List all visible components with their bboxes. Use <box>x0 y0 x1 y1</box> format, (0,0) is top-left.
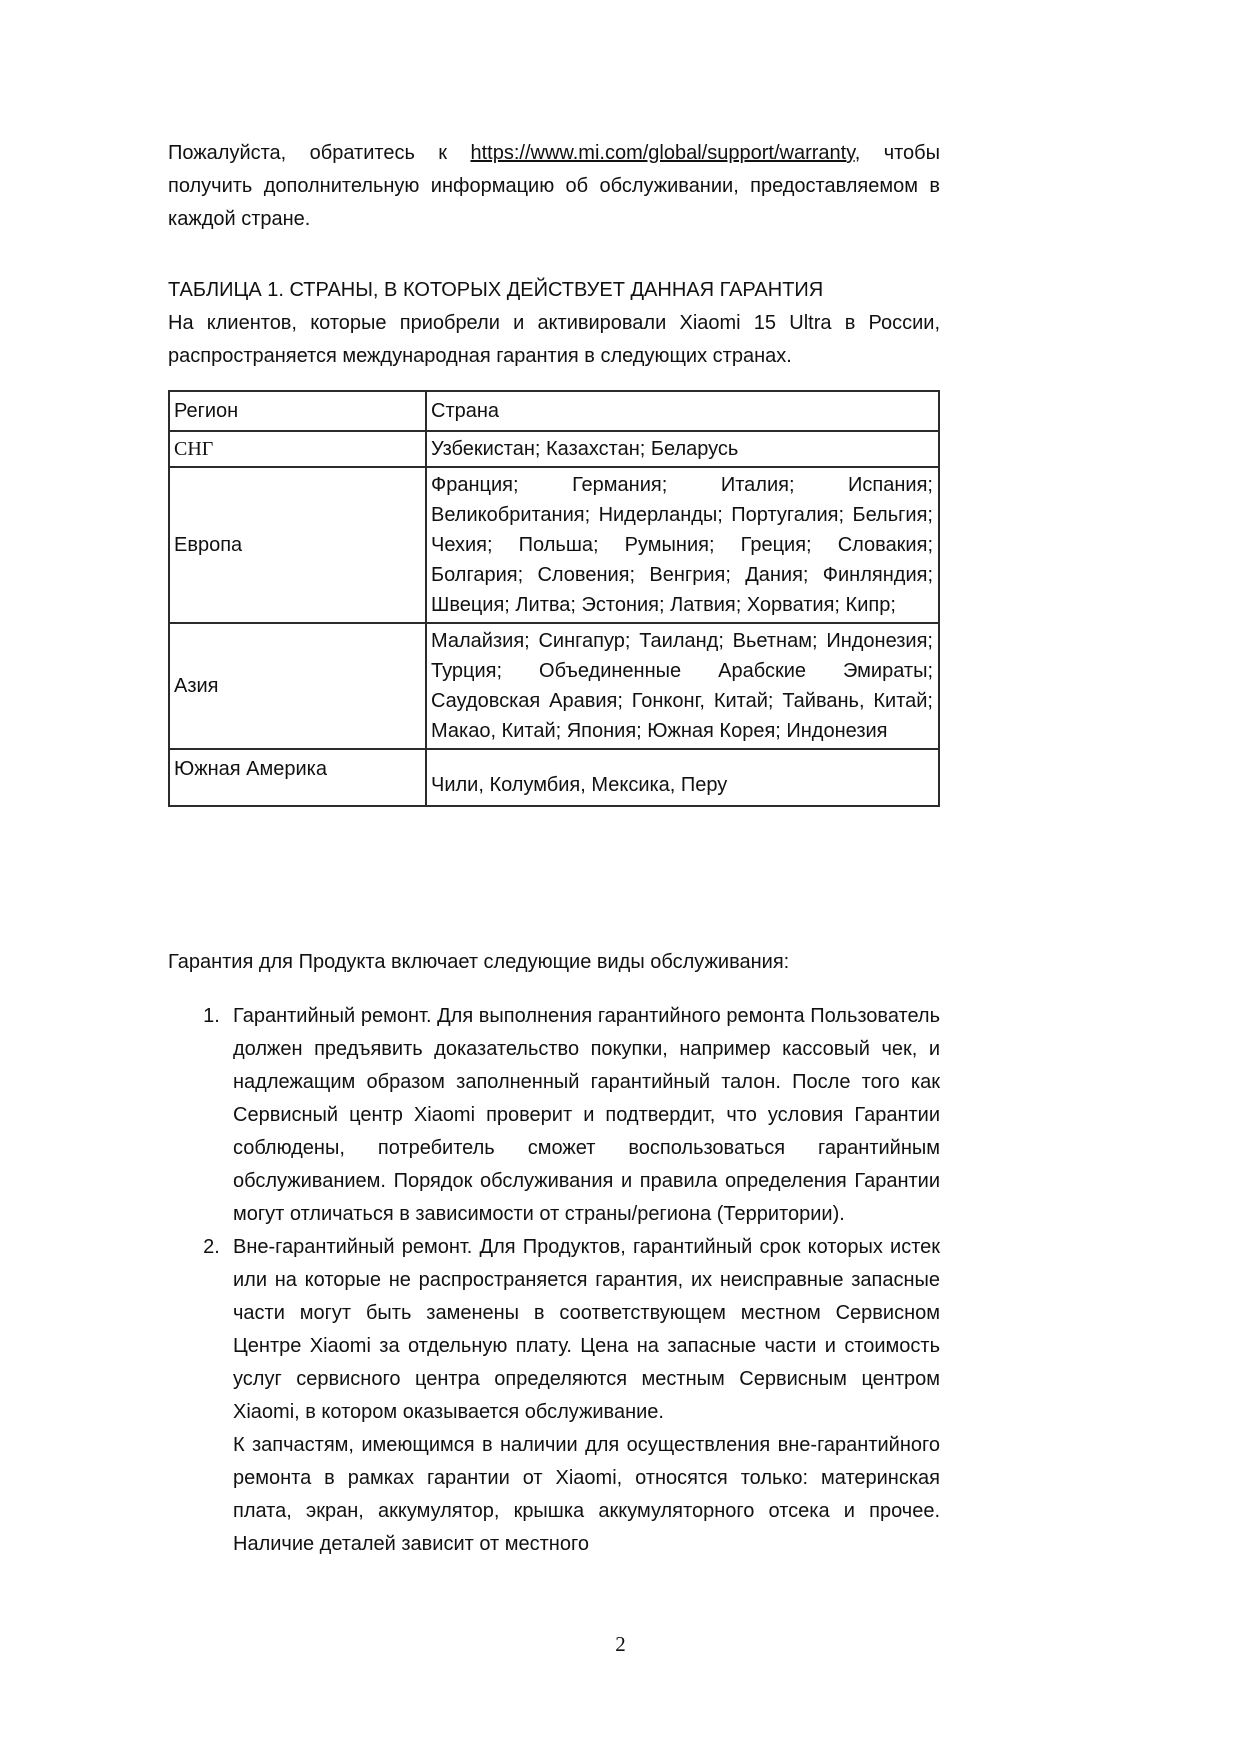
region-cell: Азия <box>169 623 426 749</box>
list-item-paragraph: К запчастям, имеющимся в наличии для осуществления вне-гарантийного ремонта в рамках гарантии от Xiaomi, относятся только: материнская плата, экран, аккумулятор, крышка аккумуляторного отсека и прочее. Наличие деталей зависит от местного <box>233 1434 940 1555</box>
country-cell: Чили, Колумбия, Мексика, Перу <box>426 749 939 806</box>
country-cell: Франция; Германия; Италия; Испания; Великобритания; Нидерланды; Португалия; Бельгия; Чехия; Польша; Румыния; Греция; Словакия; Болгария; Словения; Венгрия; Дания; Финляндия; Швеция; Литва; Эстония; Латвия; Хорватия; Кипр; <box>426 467 939 623</box>
page-number: 2 <box>615 1632 626 1656</box>
region-cell: Южная Америка <box>169 749 426 806</box>
intro-text-after-link: , чтобы получить дополнительную информацию об обслуживании, предоставляемом в каждой стране. <box>168 142 940 230</box>
activation-paragraph: На клиентов, которые приобрели и активировали Xiaomi 15 Ultra в России, распространяется международная гарантия в следующих странах. <box>168 312 940 367</box>
list-item-paragraph: Гарантийный ремонт. Для выполнения гарантийного ремонта Пользователь должен предъявить доказательство покупки, например кассовый чек, и надлежащим образом заполненный гарантийный талон. После того как Сервисный центр Xiaomi проверит и подтвердит, что условия Гарантии соблюдены, потребитель сможет воспользоваться гарантийным обслуживанием. Порядок обслуживания и правила определения Гарантии могут отличаться в зависимости от страны/региона (Территории). <box>233 1005 940 1225</box>
warranty-table-body <box>169 391 939 806</box>
list-item <box>168 1000 940 1231</box>
list-item-body <box>233 1000 940 1231</box>
intro-paragraph <box>168 0 940 236</box>
list-item-paragraph: Вне-гарантийный ремонт. Для Продуктов, гарантийный срок которых истек или на которые не распространяется гарантия, их неисправные запасные части могут быть заменены в соответствующем местном Сервисном Центре Xiaomi за отдельную плату. Цена на запасные части и стоимость услуг сервисного центра определяются местным Сервисным центром Xiaomi, в котором оказывается обслуживание. <box>233 1236 940 1423</box>
list-item-number: 1. <box>203 1005 220 1027</box>
list-item-body <box>233 1231 940 1561</box>
table-1-heading: ТАБЛИЦА 1. СТРАНЫ, В КОТОРЫХ ДЕЙСТВУЕТ ДАННАЯ ГАРАНТИЯ <box>168 279 824 301</box>
region-cell: Европа <box>169 467 426 623</box>
table-row <box>169 467 939 623</box>
country-cell: Малайзия; Сингапур; Таиланд; Вьетнам; Индонезия; Турция; Объединенные Арабские Эмираты; Саудовская Аравия; Гонконг, Китай; Тайвань, Китай; Макао, Китай; Япония; Южная Корея; Индонезия <box>426 623 939 749</box>
warranty-countries-table <box>168 390 940 807</box>
table-row <box>169 623 939 749</box>
region-cell: СНГ <box>169 431 426 467</box>
table-row <box>169 431 939 467</box>
country-cell: Узбекистан; Казахстан; Беларусь <box>426 431 939 467</box>
warranty-url-link[interactable]: https://www.mi.com/global/support/warranty <box>470 142 855 164</box>
table-header-row <box>169 391 939 431</box>
services-intro: Гарантия для Продукта включает следующие виды обслуживания: <box>168 951 790 973</box>
list-item-number: 2. <box>203 1236 220 1258</box>
column-header-region: Регион <box>169 391 426 431</box>
table-row <box>169 749 939 806</box>
intro-text-before-link: Пожалуйста, обратитесь к <box>168 142 471 164</box>
column-header-country: Страна <box>426 391 939 431</box>
list-item <box>168 1231 940 1561</box>
services-list <box>168 1000 940 1561</box>
